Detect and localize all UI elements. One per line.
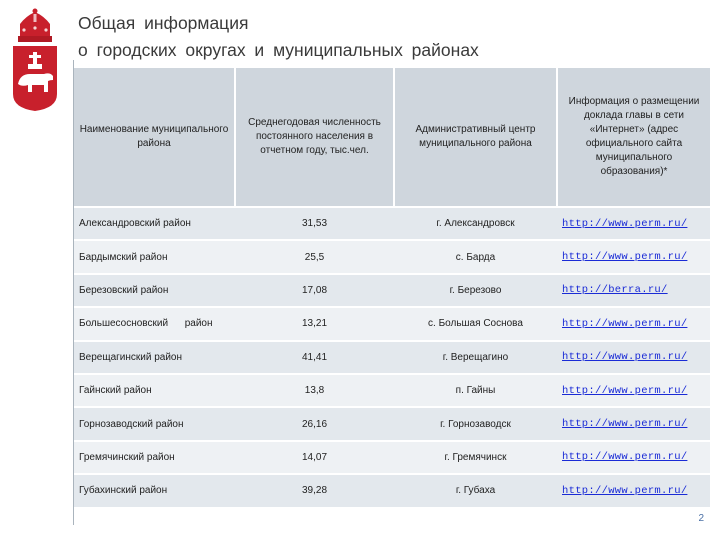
population-value: 31,53 [235, 207, 394, 240]
district-name: Бардымский район [74, 240, 235, 273]
district-name: Гремячинский район [74, 441, 235, 474]
admin-center: г. Губаха [394, 474, 557, 506]
admin-center: г. Березово [394, 274, 557, 307]
district-name: Александровский район [74, 207, 235, 240]
table-row [74, 307, 710, 340]
website-link[interactable]: http://www.perm.ru/ [562, 351, 688, 364]
website-link[interactable]: http://berra.ru/ [562, 284, 668, 297]
header-name: Наименование муниципального района [74, 68, 235, 207]
table-row [74, 341, 710, 374]
district-name: Горнозаводский район [74, 407, 235, 440]
population-value: 41,41 [235, 341, 394, 374]
district-name: Верещагинский район [74, 341, 235, 374]
admin-center: г. Гремячинск [394, 441, 557, 474]
website-link[interactable]: http://www.perm.ru/ [562, 217, 688, 230]
admin-center: г. Александровск [394, 207, 557, 240]
website-link[interactable]: http://www.perm.ru/ [562, 251, 688, 264]
population-value: 17,08 [235, 274, 394, 307]
title-line-1: Общая информация [78, 13, 249, 33]
district-name: Большесосновский район [74, 307, 235, 340]
page-title [78, 10, 479, 64]
districts-table [74, 68, 710, 507]
admin-center: г. Горнозаводск [394, 407, 557, 440]
website-link[interactable]: http://www.perm.ru/ [562, 418, 688, 431]
district-name: Губахинский район [74, 474, 235, 506]
page-number: 2 [698, 513, 704, 524]
population-value: 25,5 [235, 240, 394, 273]
population-value: 14,07 [235, 441, 394, 474]
population-value: 26,16 [235, 407, 394, 440]
table-row [74, 374, 710, 407]
website-link[interactable]: http://www.perm.ru/ [562, 484, 688, 497]
header-center: Административный центр муниципального района [394, 68, 557, 207]
district-name: Гайнский район [74, 374, 235, 407]
header-info: Информация о размещении доклада главы в сети «Интернет» (адрес официального сайта муниципального образования)* [557, 68, 710, 207]
table-row [74, 274, 710, 307]
table-row [74, 407, 710, 440]
website-link[interactable]: http://www.perm.ru/ [562, 451, 688, 464]
table-row [74, 207, 710, 240]
admin-center: п. Гайны [394, 374, 557, 407]
perm-krai-coat-of-arms-icon [6, 8, 64, 112]
table-header-row [74, 68, 710, 207]
website-link[interactable]: http://www.perm.ru/ [562, 384, 688, 397]
population-value: 39,28 [235, 474, 394, 506]
table-row [74, 474, 710, 506]
admin-center: г. Верещагино [394, 341, 557, 374]
admin-center: с. Барда [394, 240, 557, 273]
population-value: 13,21 [235, 307, 394, 340]
table-row [74, 441, 710, 474]
title-line-2: о городских округах и муниципальных районах [78, 40, 479, 60]
header-population: Среднегодовая численность постоянного населения в отчетном году, тыс.чел. [235, 68, 394, 207]
website-link[interactable]: http://www.perm.ru/ [562, 317, 688, 330]
district-name: Березовский район [74, 274, 235, 307]
admin-center: с. Большая Соснова [394, 307, 557, 340]
population-value: 13,8 [235, 374, 394, 407]
table-row [74, 240, 710, 273]
